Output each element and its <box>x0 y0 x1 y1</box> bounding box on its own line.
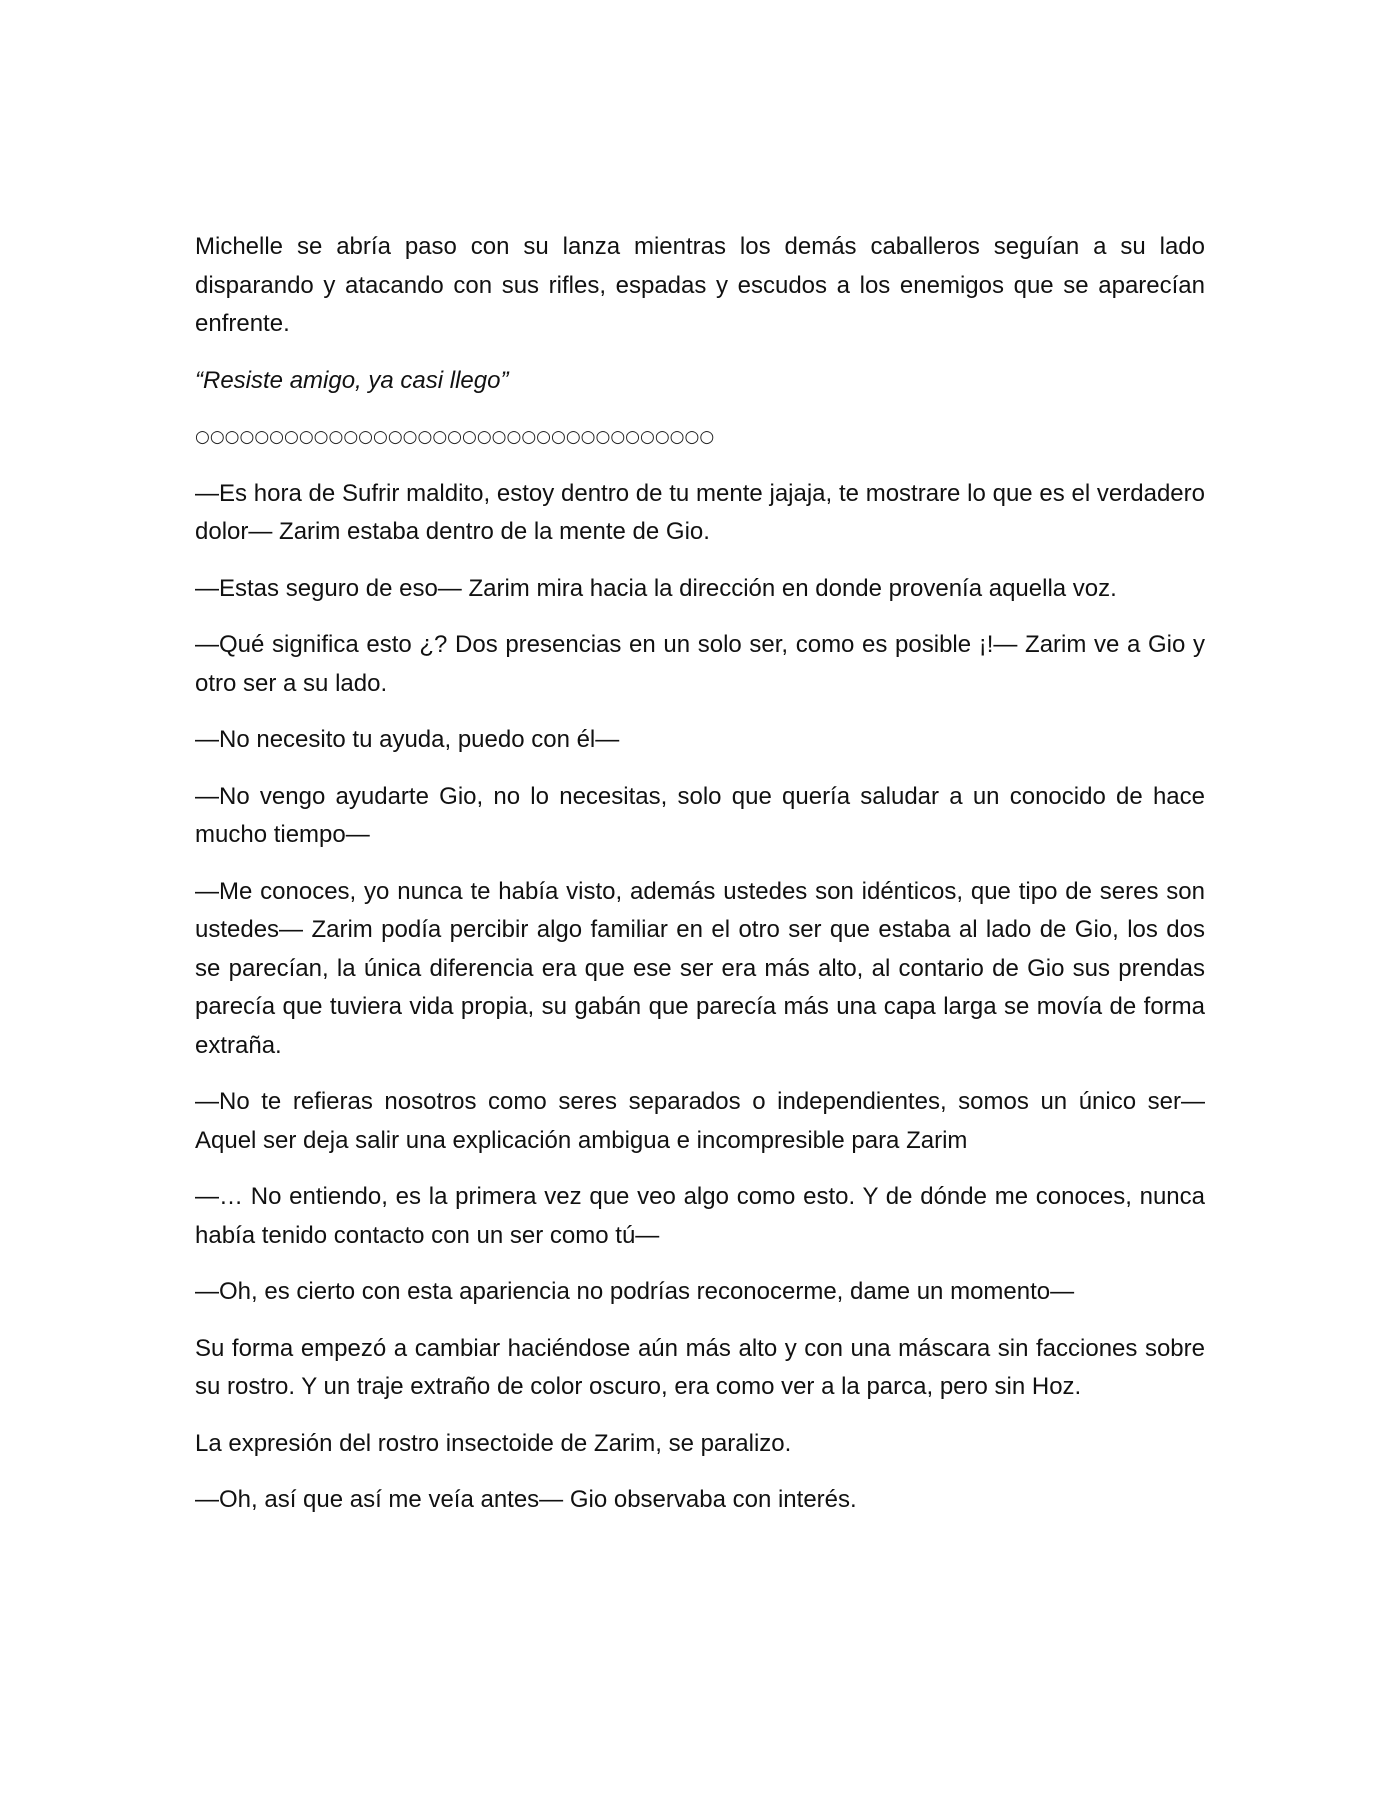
paragraph: Michelle se abría paso con su lanza mientras los demás caballeros seguían a su lado disparando y atacando con sus rifles, espadas y escudos a los enemigos que se aparecían enfrente. <box>195 233 1205 337</box>
italic-thought: “Resiste amigo, ya casi llego” <box>195 366 509 394</box>
document-page <box>195 228 1205 1538</box>
paragraph: —Es hora de Sufrir maldito, estoy dentro de tu mente jajaja, te mostrare lo que es el verdadero dolor— Zarim estaba dentro de la mente de Gio. <box>195 479 1205 545</box>
paragraph: —… No entiendo, es la primera vez que veo algo como esto. Y de dónde me conoces, nunca había tenido contacto con un ser como tú— <box>195 1183 1205 1249</box>
paragraph: —Qué significa esto ¿? Dos presencias en un solo ser, como es posible ¡!— Zarim ve a Gio y otro ser a su lado. <box>195 631 1205 697</box>
paragraph: —Oh, así que así me veía antes— Gio observaba con interés. <box>195 1486 857 1513</box>
scene-separator: ○○○○○○○○○○○○○○○○○○○○○○○○○○○○○○○○○○○ <box>195 427 715 447</box>
paragraph: Su forma empezó a cambiar haciéndose aún más alto y con una máscara sin facciones sobre su rostro. Y un traje extraño de color oscuro, era como ver a la parca, pero sin Hoz. <box>195 1334 1205 1400</box>
paragraph: —Me conoces, yo nunca te había visto, además ustedes son idénticos, que tipo de seres son ustedes— Zarim podía percibir algo familiar en el otro ser que estaba al lado de Gio, los dos se parecían, la única diferencia era que ese ser era más alto, al contario de Gio sus prendas parecía que tuviera vida propia, su gabán que parecía más una capa larga se movía de forma extraña. <box>195 877 1205 1059</box>
paragraph: —Oh, es cierto con esta apariencia no podrías reconocerme, dame un momento— <box>195 1278 1075 1305</box>
paragraph: —No te refieras nosotros como seres separados o independientes, somos un único ser— Aquel ser deja salir una explicación ambigua e incompresible para Zarim <box>195 1088 1205 1154</box>
paragraph: —No necesito tu ayuda, puedo con él— <box>195 726 620 753</box>
paragraph: —No vengo ayudarte Gio, no lo necesitas, solo que quería saludar a un conocido de hace mucho tiempo— <box>195 782 1205 848</box>
paragraph: La expresión del rostro insectoide de Zarim, se paralizo. <box>195 1429 792 1457</box>
paragraph: —Estas seguro de eso— Zarim mira hacia la dirección en donde provenía aquella voz. <box>195 574 1117 602</box>
